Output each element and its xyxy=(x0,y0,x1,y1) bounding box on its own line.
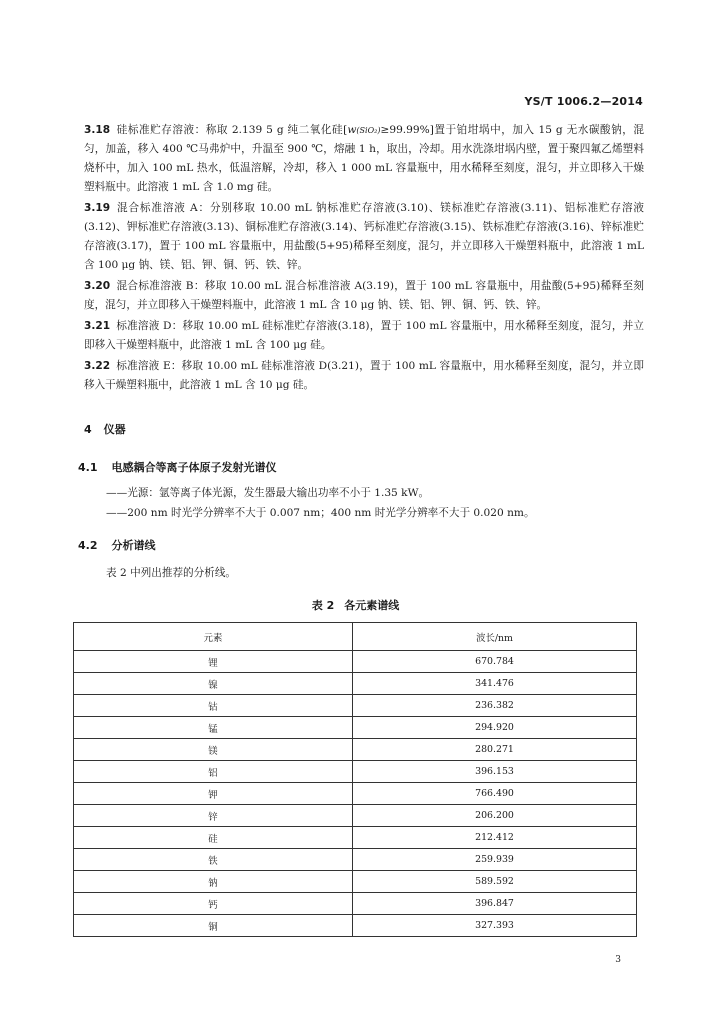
wavelength-cell: 259.939 xyxy=(353,849,637,871)
mass-fraction-symbol: w xyxy=(347,124,357,136)
element-cell: 铝 xyxy=(74,761,353,783)
clause-number: 3.20 xyxy=(84,280,111,292)
table-row xyxy=(74,805,637,827)
clause-text-post: ≥99.99%]置于铂坩埚中，加入 15 g 无水碳酸钠，混匀，加盖，移入 400 ℃马弗炉中，升温至 900 ℃，熔融 1 h，取出，冷却。用水洗涤坩埚内壁，置于聚四氟乙烯塑料烧杯中，加入 100 mL 热水，低温溶解，冷却，移入 1 000 mL 容量瓶中，用水稀释至刻度，混匀，并立即移入干燥塑料瓶中。此溶液 1 mL 含 1.0 mg 硅。 xyxy=(84,124,644,193)
section-title: 分析谱线 xyxy=(111,539,156,552)
table-row xyxy=(74,739,637,761)
clause-3-19 xyxy=(84,199,644,275)
clause-text: 混合标准溶液 B：移取 10.00 mL 混合标准溶液 A(3.19)，置于 100 mL 容量瓶中，用盐酸(5+95)稀释至刻度，混匀，并立即移入干燥塑料瓶中，此溶液 1 mL 含 10 μg 钠、镁、铝、钾、铜、钙、铁、锌。 xyxy=(84,280,644,311)
document-body xyxy=(78,121,644,583)
table-caption xyxy=(0,597,711,613)
element-cell: 钙 xyxy=(74,893,353,915)
table-row xyxy=(74,915,637,937)
element-cell: 镁 xyxy=(74,739,353,761)
table-row xyxy=(74,717,637,739)
element-cell: 钠 xyxy=(74,871,353,893)
table-row xyxy=(74,651,637,673)
table-header-row xyxy=(74,623,637,651)
element-cell: 铜 xyxy=(74,915,353,937)
wavelength-cell: 396.847 xyxy=(353,893,637,915)
spectral-lines-table xyxy=(73,622,637,937)
clause-text-pre: 硅标准贮存溶液：称取 2.139 5 g 纯二氧化硅[ xyxy=(116,124,348,136)
section-title: 电感耦合等离子体原子发射光谱仪 xyxy=(111,461,277,474)
section-4-2-heading xyxy=(78,537,644,553)
table-row xyxy=(74,783,637,805)
wavelength-cell: 396.153 xyxy=(353,761,637,783)
wavelength-cell: 670.784 xyxy=(353,651,637,673)
standard-code: YS/T 1006.2—2014 xyxy=(524,95,643,108)
table-row xyxy=(74,827,637,849)
clause-number: 3.22 xyxy=(84,360,111,372)
clause-number: 3.19 xyxy=(84,202,111,214)
header-element: 元素 xyxy=(74,623,353,651)
wavelength-cell: 589.592 xyxy=(353,871,637,893)
section-title: 仪器 xyxy=(103,423,126,436)
clause-3-22 xyxy=(84,357,644,395)
clause-3-18 xyxy=(84,121,644,197)
element-cell: 锌 xyxy=(74,805,353,827)
element-cell: 硅 xyxy=(74,827,353,849)
wavelength-cell: 206.200 xyxy=(353,805,637,827)
section-number: 4.1 xyxy=(78,461,98,474)
element-cell: 铁 xyxy=(74,849,353,871)
section-number: 4 xyxy=(84,423,92,436)
wavelength-cell: 294.920 xyxy=(353,717,637,739)
table-row xyxy=(74,695,637,717)
clause-3-21 xyxy=(84,317,644,355)
mass-fraction-subscript: (SiO₂) xyxy=(356,126,381,135)
wavelength-cell: 327.393 xyxy=(353,915,637,937)
section-4-1-heading xyxy=(78,459,644,475)
wavelength-cell: 766.490 xyxy=(353,783,637,805)
wavelength-cell: 236.382 xyxy=(353,695,637,717)
element-cell: 锰 xyxy=(74,717,353,739)
page-number: 3 xyxy=(615,955,621,965)
clause-3-20 xyxy=(84,277,644,315)
element-cell: 锂 xyxy=(74,651,353,673)
table-row xyxy=(74,849,637,871)
table-row xyxy=(74,761,637,783)
element-cell: 钴 xyxy=(74,695,353,717)
table-number: 表 2 xyxy=(311,599,335,612)
clause-text: 标准溶液 E：移取 10.00 mL 硅标准溶液 D(3.21)，置于 100 mL 容量瓶中，用水稀释至刻度，混匀，并立即移入干燥塑料瓶中，此溶液 1 mL 含 10 μg 硅。 xyxy=(84,360,644,391)
table-row xyxy=(74,893,637,915)
table-row xyxy=(74,871,637,893)
table-row xyxy=(74,673,637,695)
wavelength-cell: 341.476 xyxy=(353,673,637,695)
element-cell: 镍 xyxy=(74,673,353,695)
table-title: 各元素谱线 xyxy=(344,599,400,612)
clause-text: 混合标准溶液 A：分别移取 10.00 mL 钠标准贮存溶液(3.10)、镁标准贮存溶液(3.11)、铝标准贮存溶液(3.12)、钾标准贮存溶液(3.13)、铜标准贮存溶液(3.14)、钙标准贮存溶液(3.15)、铁标准贮存溶液(3.16)、锌标准贮存溶液(3.17)，置于 100 mL 容量瓶中，用盐酸(5+95)稀释至刻度，混匀，并立即移入干燥塑料瓶中，此溶液 1 mL 含 100 μg 钠、镁、铝、钾、铜、钙、铁、锌。 xyxy=(84,202,644,271)
clause-number: 3.21 xyxy=(84,320,111,332)
wavelength-cell: 212.412 xyxy=(353,827,637,849)
clause-text: 标准溶液 D：移取 10.00 mL 硅标准贮存溶液(3.18)，置于 100 mL 容量瓶中，用水稀释至刻度，混匀，并立即移入干燥塑料瓶中，此溶液 1 mL 含 100 μg 硅。 xyxy=(84,320,644,351)
header-wavelength: 波长/nm xyxy=(353,623,637,651)
wavelength-cell: 280.271 xyxy=(353,739,637,761)
element-cell: 钾 xyxy=(74,783,353,805)
section-number: 4.2 xyxy=(78,539,98,552)
section-4-heading xyxy=(84,421,644,437)
section-4-2-text: 表 2 中列出推荐的分析线。 xyxy=(106,567,237,579)
list-item: ——200 nm 时光学分辨率不大于 0.007 nm；400 nm 时光学分辨率不大于 0.020 nm。 xyxy=(106,507,535,519)
clause-number: 3.18 xyxy=(84,124,111,136)
list-item: ——光源：氩等离子体光源，发生器最大输出功率不小于 1.35 kW。 xyxy=(106,487,430,499)
